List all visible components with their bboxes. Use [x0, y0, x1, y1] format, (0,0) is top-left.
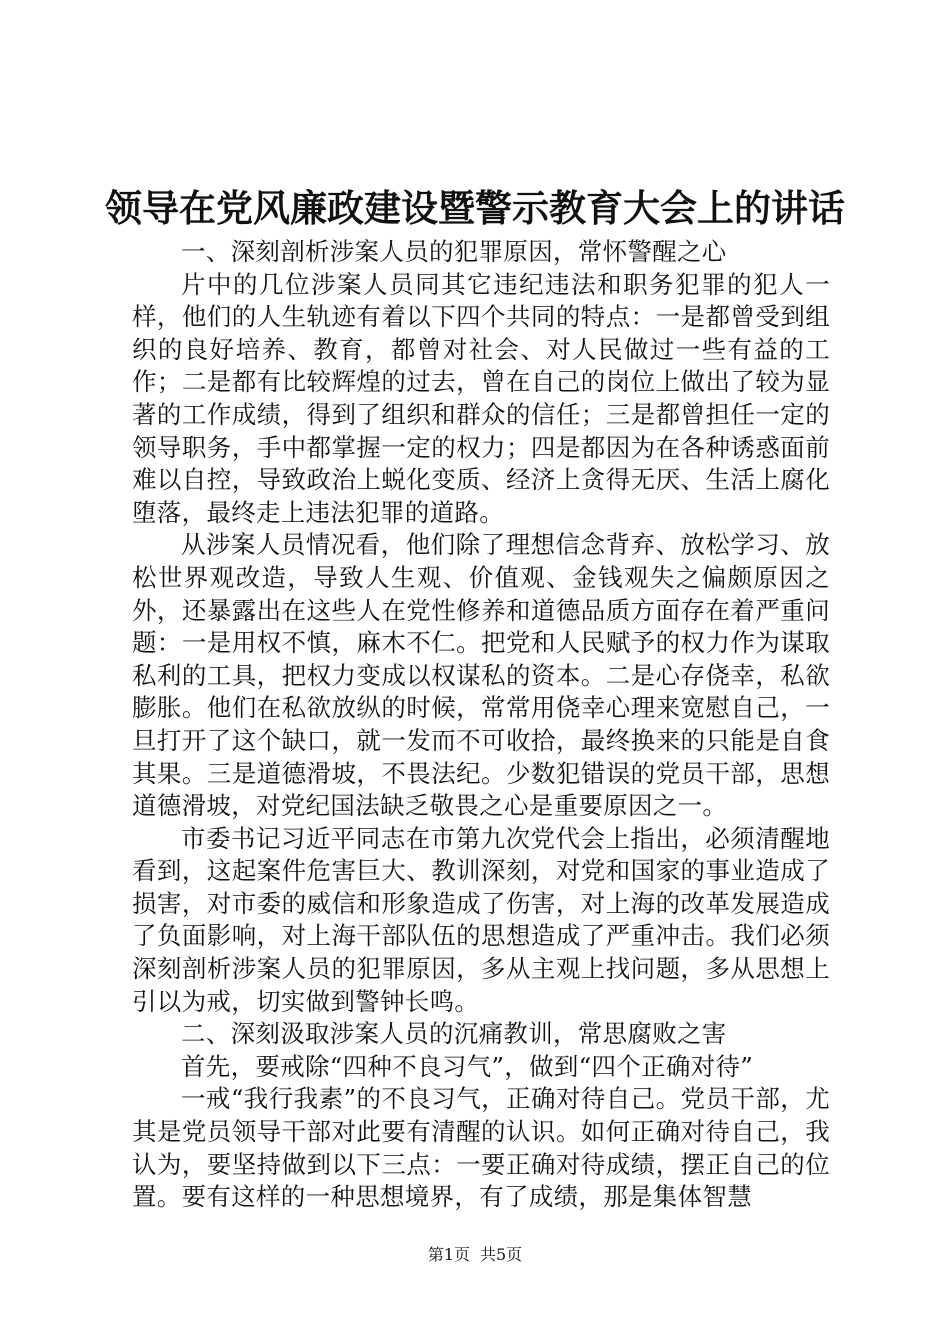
- page-total: 共5页: [480, 1245, 523, 1264]
- document-title: 领导在党风廉政建设暨警示教育大会上的讲话: [105, 186, 845, 230]
- body-paragraph-1: 片中的几位涉案人员同其它违纪违法和职务犯罪的犯人一样，他们的人生轨迹有着以下四个共同的特点：一是都曾受到组织的良好培养、教育，都曾对社会、对人民做过一些有益的工作；二是都有比较辉煌的过去，曾在自己的岗位上做出了较为显著的工作成绩，得到了组织和群众的信任；三是都曾担任一定的领导职务，手中都掌握一定的权力；四是都因为在各种诱惑面前难以自控，导致政治上蜕化变质、经济上贪得无厌、生活上腐化堕落，最终走上违法犯罪的道路。: [132, 269, 830, 527]
- page-number: 第1页: [427, 1245, 470, 1264]
- body-paragraph-5: 一戒“我行我素”的不良习气，正确对待自己。党员干部，尤其是党员领导干部对此要有清醒的认识。如何正确对待自己，我认为，要坚持做到以下三点：一要正确对待成绩，摆正自己的位置。要有这样的一种思想境界，有了成绩，那是集体智慧: [132, 1084, 830, 1212]
- section-heading-2: 二、深刻汲取涉案人员的沉痛教训，常思腐败之害: [181, 1019, 727, 1049]
- page-footer: [0, 1244, 950, 1266]
- document-body: [132, 236, 830, 1214]
- body-paragraph-2: 从涉案人员情况看，他们除了理想信念背弃、放松学习、放松世界观改造，导致人生观、价值观、金钱观失之偏颇原因之外，还暴露出在这些人在党性修养和道德品质方面存在着严重问题：一是用权不慎，麻木不仁。把党和人民赋予的权力作为谋取私利的工具，把权力变成以权谋私的资本。二是心存侥幸，私欲膨胀。他们在私欲放纵的时候，常常用侥幸心理来宽慰自己，一旦打开了这个缺口，就一发而不可收拾，最终换来的只能是自食其果。三是道德滑坡，不畏法纪。少数犯错误的党员干部，思想道德滑坡，对党纪国法缺乏敬畏之心是重要原因之一。: [132, 530, 830, 821]
- body-paragraph-4: 首先，要戒除“四种不良习气”，做到“四个正确对待”: [181, 1051, 754, 1081]
- section-heading-1: 一、深刻剖析涉案人员的犯罪原因，常怀警醒之心: [181, 237, 727, 266]
- body-paragraph-3: 市委书记习近平同志在市第九次党代会上指出，必须清醒地看到，这起案件危害巨大、教训深刻，对党和国家的事业造成了损害，对市委的威信和形象造成了伤害，对上海的改革发展造成了负面影响，对上海干部队伍的思想造成了严重冲击。我们必须深刻剖析涉案人员的犯罪原因，多从主观上找问题，多从思想上引以为戒，切实做到警钟长鸣。: [132, 823, 830, 1016]
